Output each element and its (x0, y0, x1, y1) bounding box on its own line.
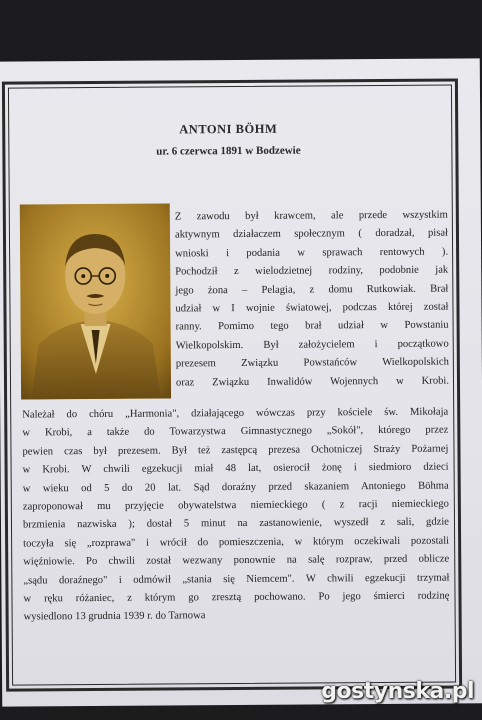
poster-title: ANTONI BÖHM (179, 121, 278, 137)
site-watermark: gostynska.pl (321, 679, 474, 704)
biography-line: w wieku od 5 do 20 lat. Sąd doraźny przed skazaniem Antoniego Böhma (22, 480, 449, 495)
biography-line: w ręku różaniec, z którym go zresztą pochowano. Po jego śmierci rodzinę (23, 590, 450, 605)
biography-line: wnioski i podania w sprawach rentowych ). (175, 246, 449, 260)
biography-text-full (22, 404, 450, 628)
biography-line: Z zawodu był krawcem, ale przede wszystkim (174, 209, 448, 223)
biography-line: ranny. Pomimo tego brał udział w Powstaniu (175, 319, 449, 333)
biography-line: pewien czas był prezesem. Był też zastępcą prezesa Ochotniczej Straży Pożarnej (22, 443, 449, 458)
biography-line: w Krobi. W chwili egzekucji miał 48 lat, osierocił żonę i siedmioro dzieci (22, 461, 449, 476)
biography-line: jego żona – Pelagia, z domu Rutkowiak. Brał (175, 283, 449, 297)
portrait-image (20, 203, 171, 399)
biography-line: więźniowie. Po chwili został wezwany ponownie na salę rozpraw, przed oblicze (23, 553, 450, 568)
biography-line: Pochodził z wielodzietnej rodziny, podobnie jak (175, 264, 449, 278)
biography-line: Wielkopolskim. Był założycielem i początkowo (175, 338, 449, 352)
memorial-poster (0, 58, 482, 706)
biography-text-right (175, 207, 449, 393)
biography-line: wysiedlono 13 grudnia 1939 r. do Tarnowa (23, 610, 206, 623)
poster-subtitle: ur. 6 czerwca 1891 w Bodzewie (156, 144, 301, 158)
biography-line: prezesem Związku Powstańców Wielkopolskich (175, 356, 449, 370)
biography-line: Należał do chóru „Harmonia", działającego wówczas przy kościele św. Mikołaja (22, 406, 449, 421)
biography-line: zaproponował mu przyjęcie obywatelstwa niemieckiego ( z racji niemieckiego (22, 498, 449, 513)
biography-line: udział w I wojnie światowej, podczas której został (175, 301, 449, 315)
biography-line: oraz Związku Inwalidów Wojennych w Krobi. (175, 375, 450, 389)
portrait-photo (20, 203, 171, 399)
biography-line: brzmienia nazwiska ); dostał 5 minut na zastanowienie, wyszedł z sali, gdzie (22, 516, 450, 531)
biography-line: toczyła się „rozprawa" i wrócił do pomieszczenia, w którym oczekiwali pozostali (23, 535, 450, 550)
biography-line: w Krobi, a także do Towarzystwa Gimnastycznego „Sokół", którego przez (22, 424, 449, 439)
biography-line: „sądu doraźnego" i odmówił „stania się Niemcem". W chwili egzekucji trzymał (23, 572, 450, 587)
biography-line: aktywnym działaczem społecznym ( doradzał, pisał (174, 227, 449, 241)
